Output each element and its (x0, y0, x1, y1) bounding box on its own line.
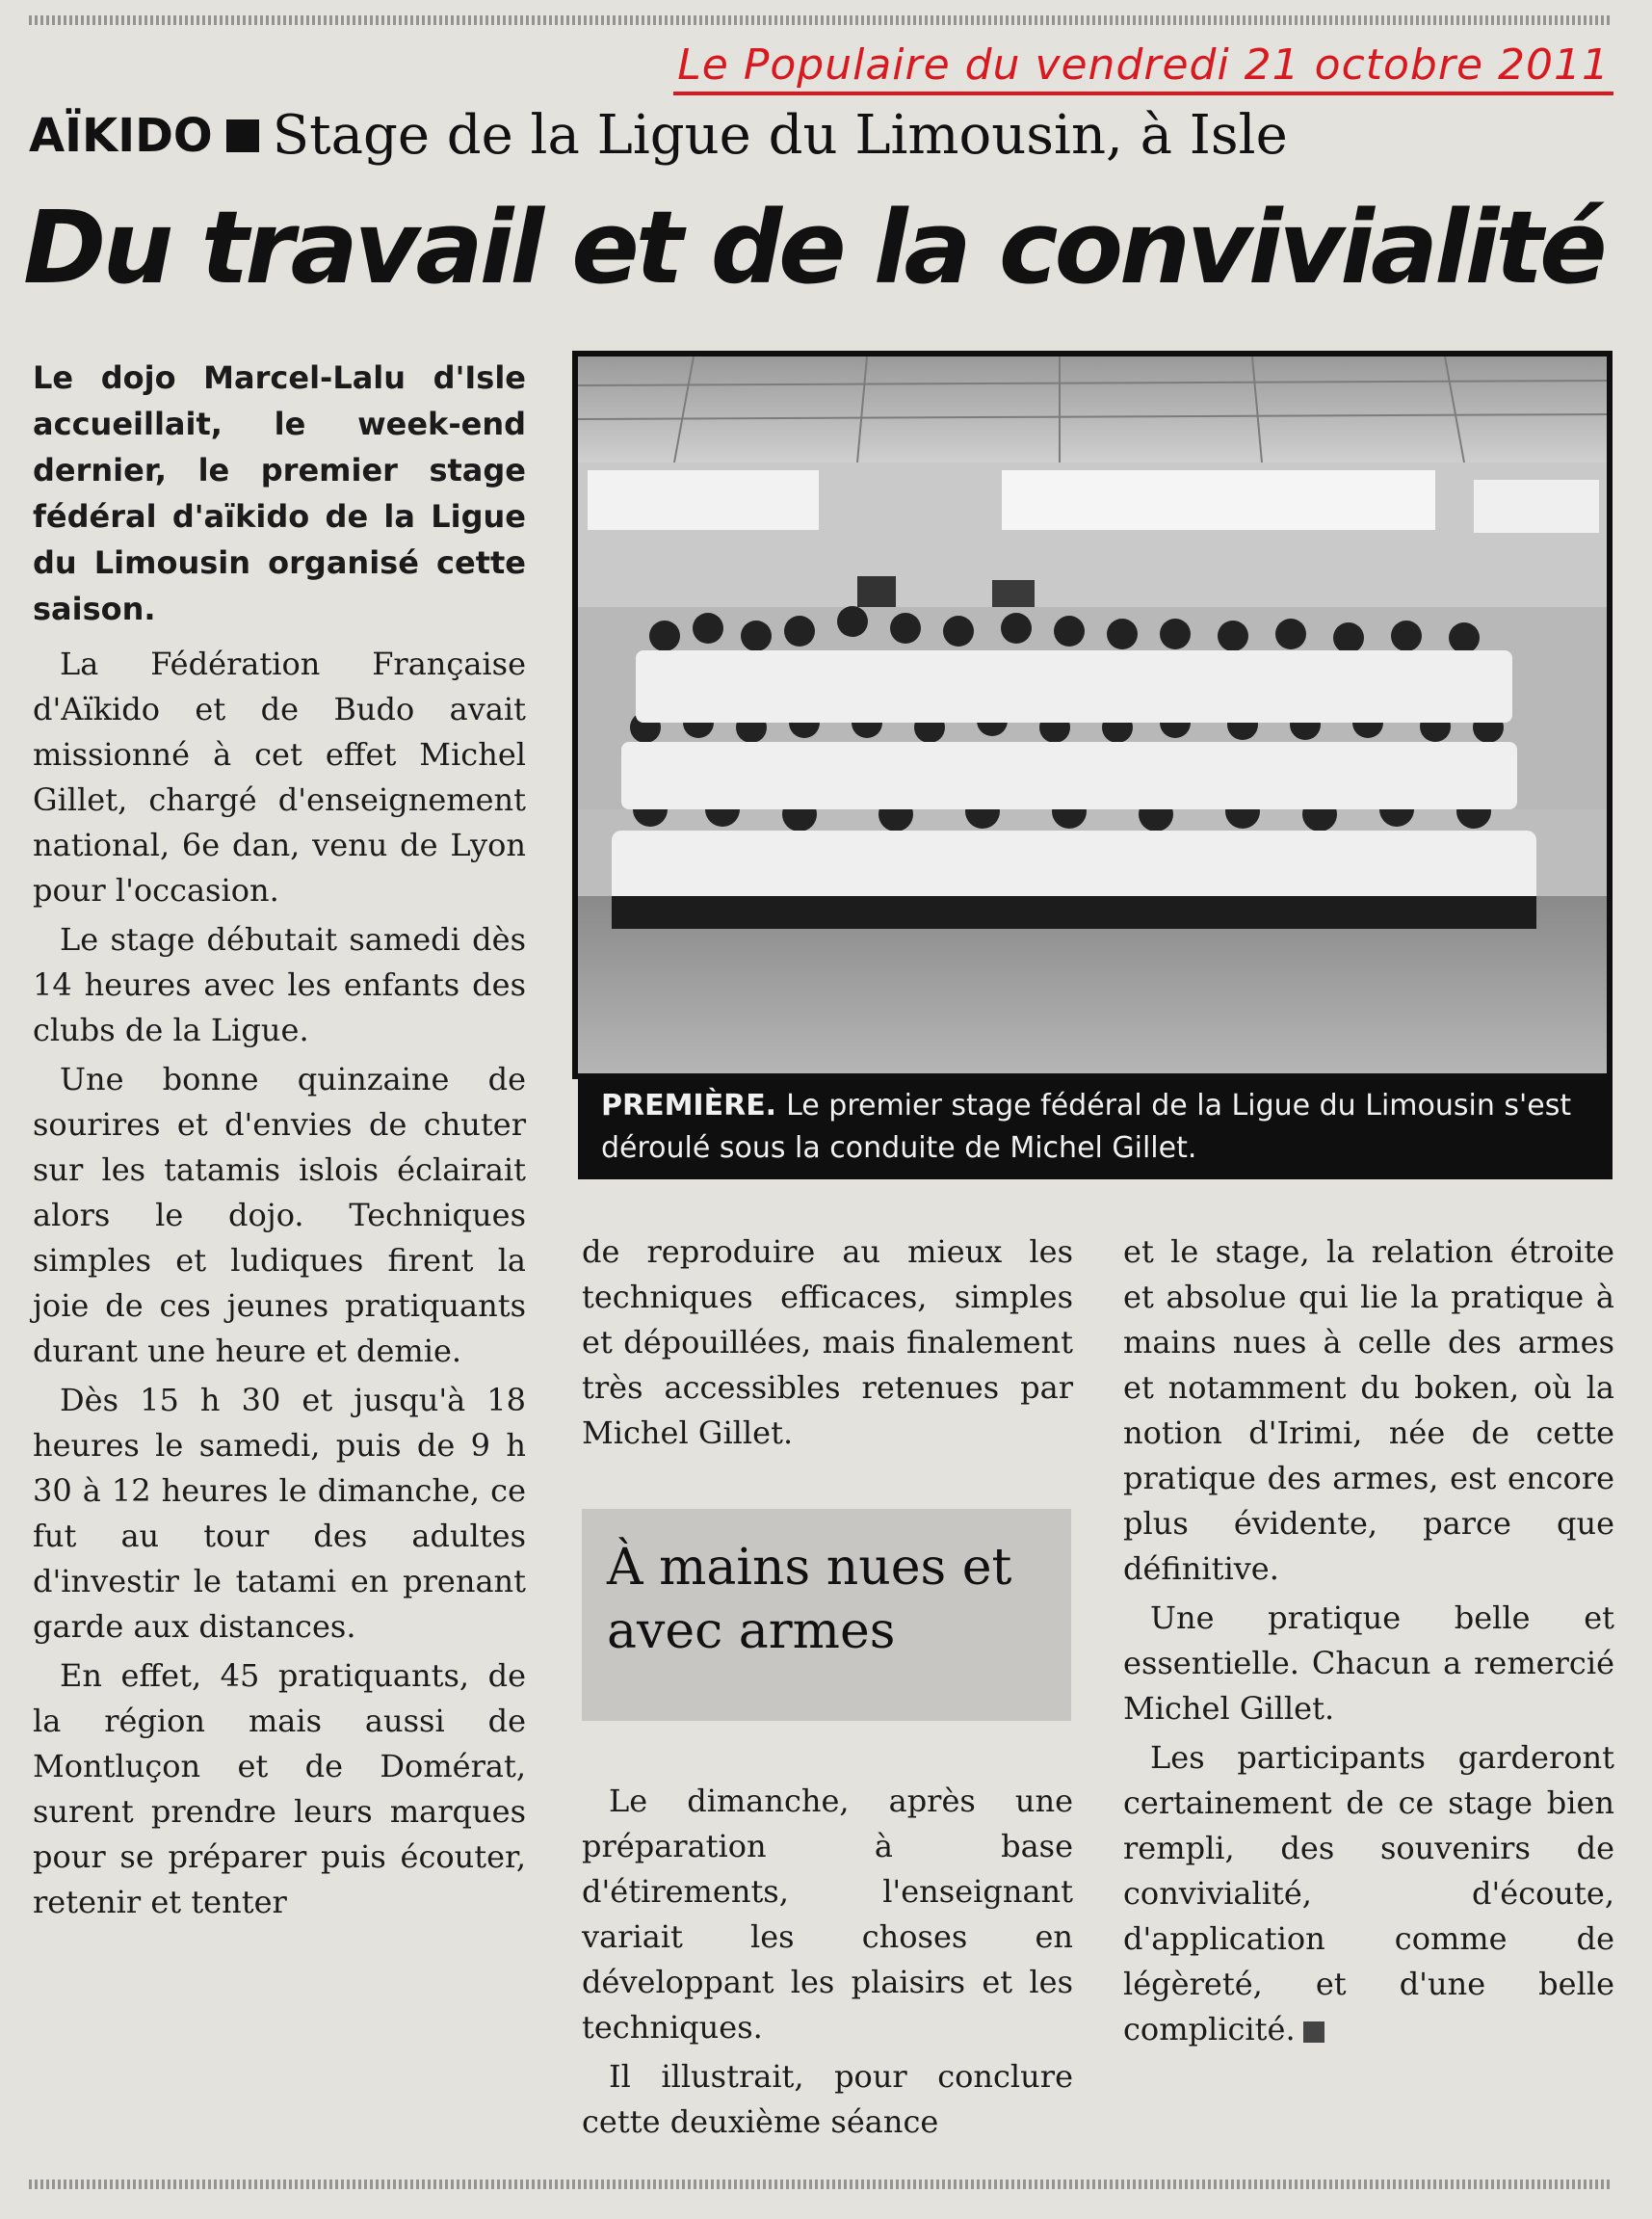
square-bullet-icon (226, 119, 259, 152)
article-column-2-lower (582, 1779, 1073, 2149)
paragraph: Dès 15 h 30 et jusqu'à 18 heures le samedi, puis de 9 h 30 à 12 heures le dimanche, ce fut au tour des adultes d'investir le tatami en prenant garde aux distances. (33, 1382, 526, 1645)
top-rule (29, 15, 1610, 25)
article-column-3 (1123, 1229, 1614, 2056)
paragraph: En effet, 45 pratiquants, de la région mais aussi de Montluçon et de Domérat, surent prendre leurs marques pour se préparer puis écouter, retenir et tenter (33, 1657, 526, 1920)
lede: Le dojo Marcel-Lalu d'Isle accueillait, le week-end dernier, le premier stage fédéral d'aïkido de la Ligue du Limousin organisé cette saison. (33, 359, 526, 627)
caption-label: PREMIÈRE. (601, 1089, 777, 1123)
photo-image (578, 357, 1607, 1073)
headline: Du travail et de la convivialité (23, 189, 1604, 306)
paragraph: et le stage, la relation étroite et absolue qui lie la pratique à mains nues à celle des armes et notamment du boken, où la notion d'Irimi, née de cette pratique des armes, est encore plus évidente, parce que définitive. (1123, 1233, 1614, 1587)
article-column-2 (582, 1229, 1073, 1460)
paragraph: Il illustrait, pour conclure cette deuxième séance (582, 2058, 1073, 2140)
paragraph: La Fédération Française d'Aïkido et de Budo avait missionné à cet effet Michel Gillet, chargé d'enseignement national, 6e dan, venu de Lyon pour l'occasion. (33, 646, 526, 909)
caption-text: Le premier stage fédéral de la Ligue du Limousin s'est déroulé sous la conduite de Michel Gillet. (601, 1089, 1572, 1165)
paragraph: de reproduire au mieux les techniques efficaces, simples et dépouillées, mais finalement très accessibles retenues par Michel Gillet. (582, 1233, 1073, 1451)
paragraph: Une bonne quinzaine de sourires et d'envies de chuter sur les tatamis islois éclairait alors le dojo. Techniques simples et ludiques firent la joie de ces jeunes pratiquants durant une heure et demie. (33, 1061, 526, 1369)
end-of-article-icon (1303, 2021, 1324, 2043)
bottom-rule (29, 2179, 1610, 2189)
photo-illustration (578, 357, 1607, 1073)
photo-caption (578, 1079, 1613, 1179)
closing-paragraph-text: Les participants garderont certainement de ce stage bien rempli, des souvenirs de convivialité, d'écoute, d'application comme de légèreté, et d'une belle complicité. (1123, 1739, 1614, 2047)
paragraph: Une pratique belle et essentielle. Chacun a remercié Michel Gillet. (1123, 1599, 1614, 1727)
source-handwritten-note: Le Populaire du vendredi 21 octobre 2011 (673, 40, 1613, 95)
kicker (29, 104, 1288, 167)
paragraph: Le dimanche, après une préparation à base d'étirements, l'enseignant variait les choses en développant les plaisirs et les techniques. (582, 1783, 1073, 2046)
paragraph: Le stage débutait samedi dès 14 heures avec les enfants des clubs de la Ligue. (33, 921, 526, 1048)
group-photo (572, 351, 1613, 1079)
paragraph (1123, 1735, 1614, 2052)
subheading-box: À mains nues et avec armes (582, 1509, 1071, 1721)
article-column-1 (33, 355, 526, 1929)
kicker-text: Stage de la Ligue du Limousin, à Isle (272, 104, 1288, 167)
section-label: AÏKIDO (29, 108, 213, 163)
